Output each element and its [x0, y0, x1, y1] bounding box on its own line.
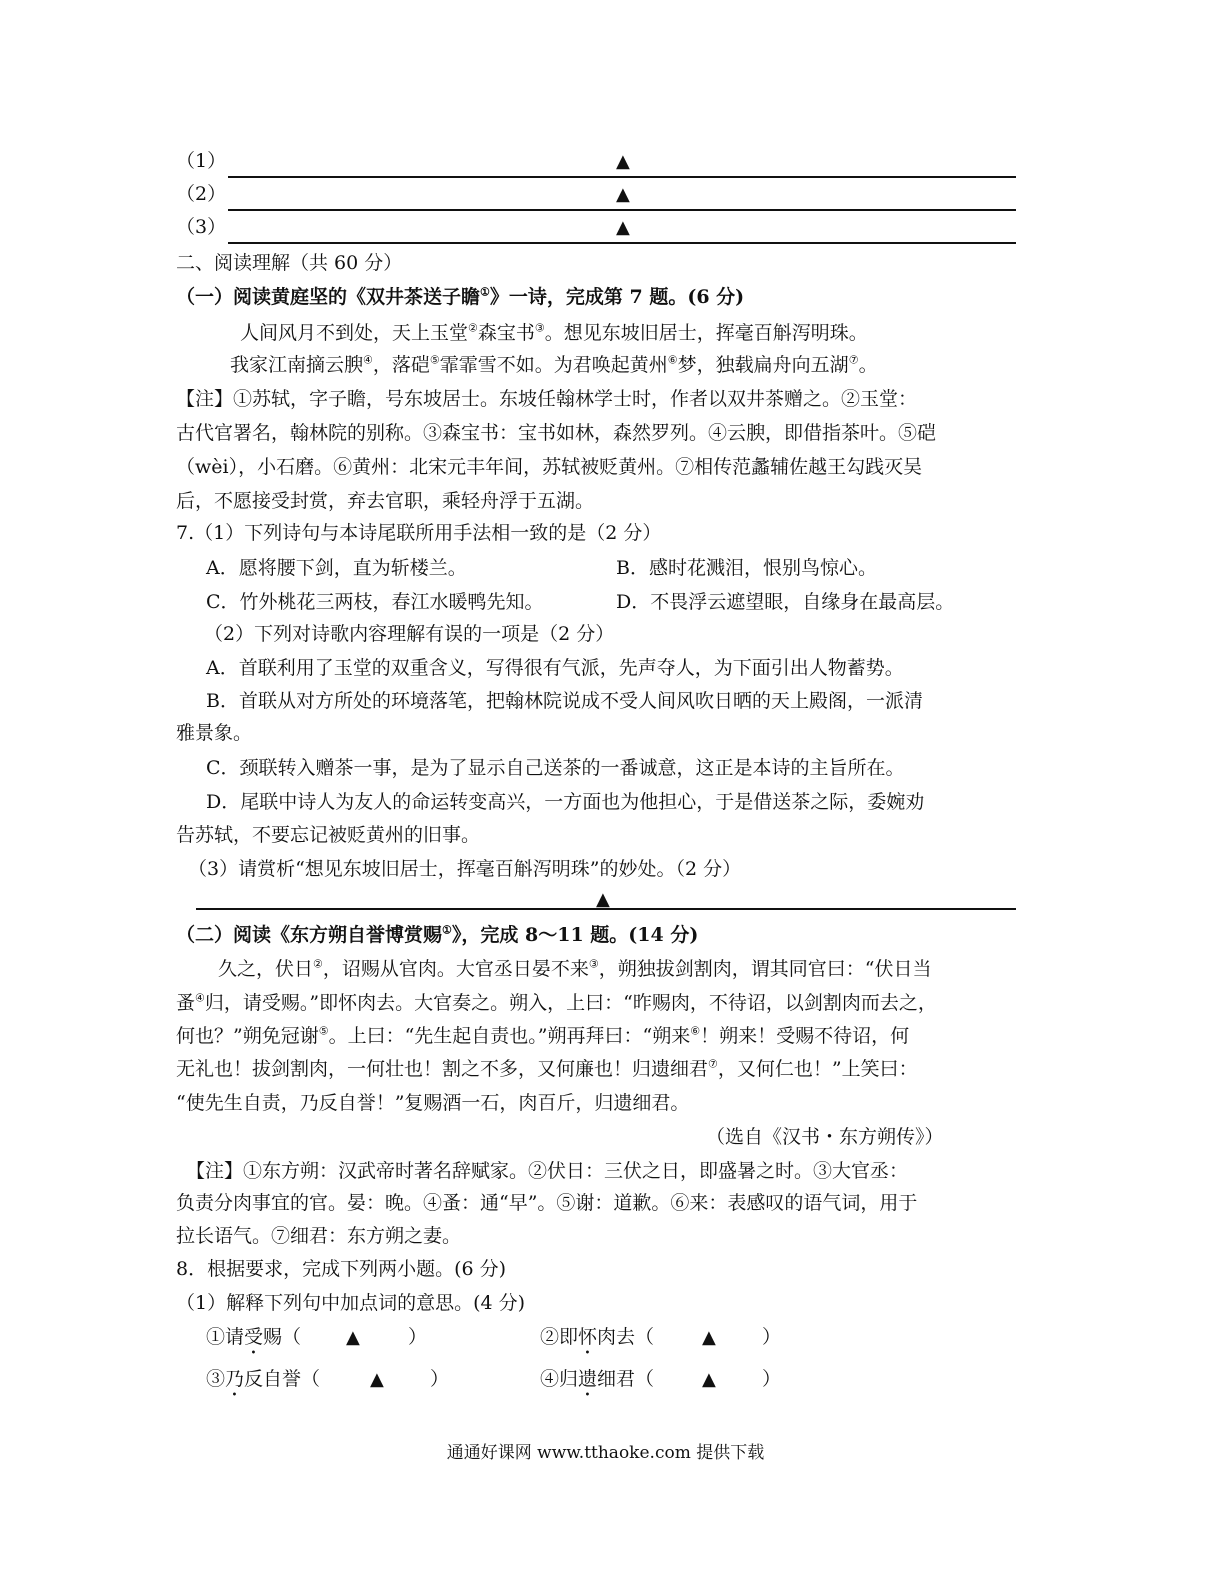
answer-line: [228, 176, 1016, 178]
triangle-marker-icon: ▲: [702, 1327, 716, 1348]
item-close: ）: [762, 1326, 782, 1348]
section-title: 二、阅读理解（共 60 分）: [176, 252, 403, 274]
item-1: ①请受赐（: [206, 1326, 302, 1348]
option-c: C．颈联转入赠茶一事，是为了显示自己送茶的一番诚意，这正是本诗的主旨所在。: [206, 757, 905, 779]
part1-heading: （一）阅读黄庭坚的《双井茶送子瞻①》一诗，完成第 7 题。(6 分): [176, 285, 745, 308]
answer-row-1: [176, 148, 1016, 178]
text-line-2: 蚤④归，请受赐。”即怀肉去。大官奏之。朔入，上曰：“昨赐肉，不待诏，以剑割肉而去之，: [176, 991, 937, 1014]
triangle-marker-icon: ▲: [370, 1369, 384, 1390]
option-c: C．竹外桃花三两枝，春江水暖鸭先知。: [206, 591, 544, 613]
option-b: B．感时花溅泪，恨别鸟惊心。: [616, 557, 877, 579]
note-line: 后，不愿接受封赏，弃去官职，乘轻舟浮于五湖。: [176, 490, 595, 512]
item-3: ③乃反自誉（: [206, 1368, 321, 1390]
note-line: 拉长语气。⑦细君：东方朔之妻。: [176, 1225, 462, 1247]
text-line-5: “使先生自责，乃反自誉！”复赐酒一石，肉百斤，归遗细君。: [176, 1092, 690, 1114]
option-d: D．尾联中诗人为友人的命运转变高兴，一方面也为他担心，于是借送茶之际，委婉劝: [206, 791, 925, 813]
option-a: A．愿将腰下剑，直为斩楼兰。: [206, 557, 467, 579]
text-line-1: 久之，伏日②，诏赐从官肉。大官丞日晏不来③，朔独拔剑割肉，谓其同官曰：“伏日当: [218, 957, 932, 980]
option-d: D．不畏浮云遮望眼，自缘身在最高层。: [616, 591, 955, 613]
answer-line: [228, 209, 1016, 211]
option-b-continued: 雅景象。: [176, 722, 253, 744]
question-7-2: （2）下列对诗歌内容理解有误的一项是（2 分）: [204, 623, 615, 645]
note-line: 负责分肉事宜的官。晏：晚。④蚤：通“早”。⑤谢：道歉。⑥来：表感叹的语气词，用于: [176, 1192, 918, 1214]
triangle-marker-icon: ▲: [616, 217, 630, 238]
option-a: A．首联利用了玉堂的双重含义，写得很有气派，先声夺人，为下面引出人物蓄势。: [206, 657, 904, 679]
answer-line: [228, 242, 1016, 244]
source-citation: （选自《汉书・东方朔传》）: [706, 1126, 944, 1148]
answer-row-2: [176, 181, 1016, 211]
poem-line-1: 人间风月不到处，天上玉堂②森宝书③。想见东坡旧居士，挥毫百斛泻明珠。: [240, 321, 868, 344]
item-close: ）: [408, 1326, 428, 1348]
answer-number: （3）: [176, 216, 227, 238]
question-7-3: （3）请赏析“想见东坡旧居士，挥毫百斛泻明珠”的妙处。（2 分）: [188, 858, 742, 880]
part2-heading: （二）阅读《东方朔自誉博赏赐①》，完成 8～11 题。(14 分): [176, 923, 699, 946]
question-7-1: 7.（1）下列诗句与本诗尾联所用手法相一致的是（2 分）: [176, 522, 662, 544]
answer-line: [196, 908, 1016, 910]
answer-number: （1）: [176, 150, 227, 172]
answer-row-3: [176, 214, 1016, 244]
note-line: 【注】①苏轼，字子瞻，号东坡居士。东坡任翰林学士时，作者以双井茶赠之。②玉堂：: [176, 388, 918, 410]
option-d-continued: 告苏轼，不要忘记被贬黄州的旧事。: [176, 824, 481, 846]
note-line: （wèi），小石磨。⑥黄州：北宋元丰年间，苏轼被贬黄州。⑦相传范蠡辅佐越王勾践灭吴: [176, 456, 923, 478]
note-line: 【注】①东方朔：汉武帝时著名辞赋家。②伏日：三伏之日，即盛暑之时。③大官丞：: [186, 1160, 909, 1182]
item-close: ）: [430, 1368, 450, 1390]
triangle-marker-icon: ▲: [346, 1327, 360, 1348]
option-b: B．首联从对方所处的环境落笔，把翰林院说成不受人间风吹日晒的天上殿阁，一派清: [206, 690, 923, 712]
item-close: ）: [762, 1368, 782, 1390]
page-footer: 通通好课网 www.tthaoke.com 提供下载: [446, 1443, 765, 1463]
answer-number: （2）: [176, 183, 227, 205]
triangle-marker-icon: ▲: [616, 184, 630, 205]
text-line-4: 无礼也！拔剑割肉，一何壮也！割之不多，又何廉也！归遗细君⑦，又何仁也！”上笑曰：: [176, 1057, 918, 1080]
text-line-3: 何也？”朔免冠谢⑤。上曰：“先生起自责也。”朔再拜曰：“朔来⑥！朔来！受赐不待诏，何: [176, 1024, 910, 1047]
triangle-marker-icon: ▲: [596, 889, 610, 910]
question-8: 8．根据要求，完成下列两小题。(6 分): [176, 1258, 507, 1280]
note-line: 古代官署名，翰林院的别称。③森宝书：宝书如林，森然罗列。④云腴，即借指茶叶。⑤硙: [176, 422, 937, 444]
poem-line-2: 我家江南摘云腴④，落硙⑤霏霏雪不如。为君唤起黄州⑥梦，独载扁舟向五湖⑦。: [230, 353, 878, 376]
triangle-marker-icon: ▲: [616, 151, 630, 172]
question-8-1: （1）解释下列句中加点词的意思。(4 分): [176, 1292, 526, 1314]
triangle-marker-icon: ▲: [702, 1369, 716, 1390]
item-4: ④归遗细君（: [540, 1368, 655, 1390]
item-2: ②即怀肉去（: [540, 1326, 655, 1348]
